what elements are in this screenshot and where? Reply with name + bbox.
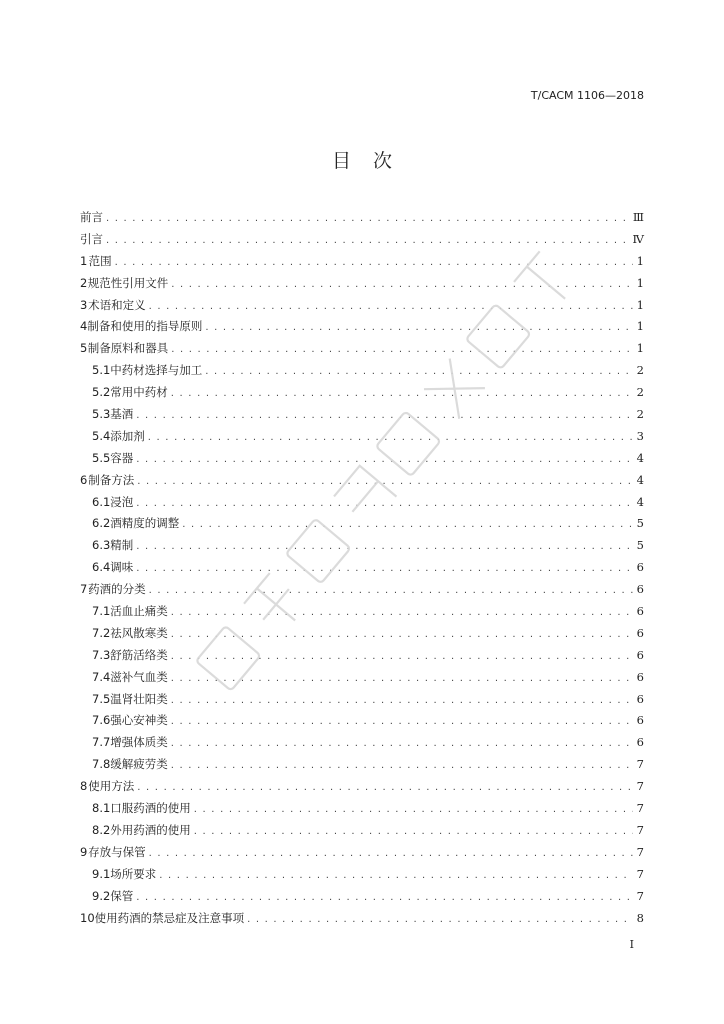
dot-leader <box>159 865 633 887</box>
dot-leader <box>171 711 633 733</box>
toc-entry-label: 温肾壮阳类 <box>110 691 168 706</box>
toc-entry-page: 2 <box>636 407 644 422</box>
toc-entry-page: 6 <box>636 582 644 597</box>
toc-entry-label: 规范性引用文件 <box>87 275 169 290</box>
toc-entry-number: 7.7 <box>92 735 111 750</box>
toc-entry-label: 引言 <box>80 231 103 246</box>
toc-entry <box>80 448 644 470</box>
toc-entry-page: 6 <box>636 691 644 706</box>
toc-entry <box>80 798 644 820</box>
toc-entry-number: 9.1 <box>92 866 111 881</box>
toc-entry-page: 4 <box>636 472 644 487</box>
dot-leader <box>106 208 630 230</box>
toc-entry <box>80 908 644 930</box>
toc-entry-number: 7.4 <box>92 669 111 684</box>
toc-entry-number: 7 <box>80 582 88 597</box>
toc-entry <box>80 513 644 535</box>
toc-entry-page: 6 <box>636 669 644 684</box>
toc-entry-page: 3 <box>636 428 644 443</box>
toc-entry-number: 6.3 <box>92 538 111 553</box>
toc-entry <box>80 273 644 295</box>
toc-entry-label: 增强体质类 <box>110 735 168 750</box>
toc-entry-label: 制备原料和器具 <box>87 341 169 356</box>
toc-entry <box>80 470 644 492</box>
toc-entry-number: 5.3 <box>92 407 111 422</box>
toc-entry-label: 舒筋活络类 <box>110 647 168 662</box>
toc-entry-number: 9 <box>80 844 88 859</box>
toc-entry-label: 精制 <box>110 538 134 553</box>
toc-entry <box>80 601 644 623</box>
dot-leader <box>136 887 633 909</box>
toc-entry-label: 酒精度的调整 <box>110 516 180 531</box>
dot-leader <box>182 514 633 536</box>
toc-entry <box>80 251 644 273</box>
toc-entry-label: 常用中药材 <box>110 385 168 400</box>
toc-entry-number: 8 <box>80 779 88 794</box>
toc-entry-label: 添加剂 <box>110 428 145 443</box>
toc-entry <box>80 645 644 667</box>
toc-entry-label: 保管 <box>110 888 134 903</box>
toc-entry-page: 7 <box>636 757 644 772</box>
dot-leader <box>171 624 633 646</box>
toc-entry-number: 9.2 <box>92 888 111 903</box>
toc-entry-page: 4 <box>636 450 644 465</box>
toc-entry-number: 5 <box>80 341 88 356</box>
toc-entry-label: 外用药酒的使用 <box>110 822 191 837</box>
toc-entry <box>80 820 644 842</box>
toc-entry-number: 5.5 <box>92 450 111 465</box>
toc-entry-label: 祛风散寒类 <box>110 625 168 640</box>
dot-leader <box>171 690 633 712</box>
toc-entry-number: 6 <box>80 472 88 487</box>
toc-entry-page: 7 <box>636 866 644 881</box>
toc-entry <box>80 382 644 404</box>
toc-entry-page: 1 <box>636 297 644 312</box>
dot-leader <box>171 274 633 296</box>
toc-entry-page: 1 <box>636 341 644 356</box>
dot-leader <box>115 252 633 274</box>
toc-entry-page: 6 <box>636 713 644 728</box>
toc-entry-page: 1 <box>636 275 644 290</box>
dot-leader <box>171 668 633 690</box>
toc-entry <box>80 535 644 557</box>
toc-entry-number: 6.4 <box>92 560 111 575</box>
toc-entry-number: 7.8 <box>92 757 111 772</box>
toc-entry-label: 缓解疲劳类 <box>110 757 168 772</box>
dot-leader <box>194 799 633 821</box>
toc-entry-page: 6 <box>636 735 644 750</box>
dot-leader <box>149 580 633 602</box>
dot-leader <box>136 405 633 427</box>
toc-entry-page: 7 <box>636 844 644 859</box>
toc-entry <box>80 316 644 338</box>
toc-entry-page: 8 <box>636 910 644 925</box>
toc-entry-number: 5.1 <box>92 363 111 378</box>
toc-entry-page: 7 <box>636 779 644 794</box>
toc-entry-label: 滋补气血类 <box>110 669 168 684</box>
toc-entry-number: 7.6 <box>92 713 111 728</box>
toc-entry-number: 8.1 <box>92 801 111 816</box>
toc-entry-number: 6.2 <box>92 516 111 531</box>
toc-entry <box>80 754 644 776</box>
toc-entry-label: 口服药酒的使用 <box>110 801 191 816</box>
toc-entry <box>80 295 644 317</box>
toc-entry-label: 使用药酒的禁忌症及注意事项 <box>94 910 245 925</box>
toc-entry-page: 1 <box>636 319 644 334</box>
toc-entry <box>80 710 644 732</box>
toc-entry <box>80 667 644 689</box>
toc-entry <box>80 689 644 711</box>
toc-entry <box>80 404 644 426</box>
toc-entry-label: 基酒 <box>110 407 134 422</box>
toc-entry-label: 药酒的分类 <box>88 582 146 597</box>
toc-entry-number: 5.4 <box>92 428 111 443</box>
dot-leader <box>136 449 633 471</box>
toc-entry-page: 5 <box>636 516 644 531</box>
toc-entry-label: 活血止痛类 <box>110 604 168 619</box>
toc-entry-label: 浸泡 <box>110 494 134 509</box>
toc-entry-label: 使用方法 <box>88 779 135 794</box>
toc-entry-page: 6 <box>636 560 644 575</box>
toc-entry-number: 2 <box>80 275 88 290</box>
toc-entry-page: 5 <box>636 538 644 553</box>
toc-entry-label: 调味 <box>110 560 134 575</box>
toc-entry <box>80 864 644 886</box>
toc-entry <box>80 842 644 864</box>
toc-entry <box>80 360 644 382</box>
dot-leader <box>106 230 630 252</box>
toc-entry <box>80 776 644 798</box>
dot-leader <box>149 843 633 865</box>
toc-entry-label: 范围 <box>88 253 112 268</box>
toc-entry-number: 6.1 <box>92 494 111 509</box>
dot-leader <box>171 733 633 755</box>
toc-entry-number: 3 <box>80 297 88 312</box>
toc-entry-page: Ⅲ <box>632 210 644 224</box>
dot-leader <box>171 383 633 405</box>
toc-entry-label: 制备方法 <box>88 472 135 487</box>
toc-entry-label: 场所要求 <box>110 866 157 881</box>
toc-entry-number: 7.1 <box>92 604 111 619</box>
dot-leader <box>149 296 633 318</box>
toc-entry-page: 7 <box>636 801 644 816</box>
table-of-contents <box>80 207 644 929</box>
toc-entry-label: 中药材选择与加工 <box>110 363 203 378</box>
toc-entry <box>80 207 644 229</box>
toc-entry <box>80 426 644 448</box>
toc-entry-page: 6 <box>636 625 644 640</box>
dot-leader <box>171 602 633 624</box>
toc-entry <box>80 492 644 514</box>
dot-leader <box>136 558 633 580</box>
page-title: 目次 <box>331 150 414 172</box>
dot-leader <box>194 821 633 843</box>
toc-entry <box>80 229 644 251</box>
toc-entry-label: 术语和定义 <box>88 297 146 312</box>
dot-leader <box>136 493 633 515</box>
toc-entry-label: 容器 <box>110 450 134 465</box>
toc-entry <box>80 557 644 579</box>
toc-entry <box>80 623 644 645</box>
toc-entry-page: 2 <box>636 385 644 400</box>
page-number: I <box>629 938 634 951</box>
toc-entry-label: 前言 <box>80 210 103 224</box>
toc-entry-page: Ⅳ <box>632 231 644 246</box>
toc-entry-label: 强心安神类 <box>110 713 168 728</box>
toc-entry-number: 5.2 <box>92 385 111 400</box>
toc-entry-page: 4 <box>636 494 644 509</box>
toc-entry-page: 6 <box>636 647 644 662</box>
toc-entry <box>80 338 644 360</box>
dot-leader <box>171 755 633 777</box>
toc-entry-page: 1 <box>636 253 644 268</box>
toc-entry <box>80 732 644 754</box>
dot-leader <box>171 646 633 668</box>
toc-entry-label: 制备和使用的指导原则 <box>87 319 203 334</box>
toc-entry <box>80 579 644 601</box>
toc-entry-page: 7 <box>636 822 644 837</box>
toc-entry-page: 2 <box>636 363 644 378</box>
dot-leader <box>136 536 633 558</box>
document-code: T/CACM 1106—2018 <box>530 89 644 102</box>
toc-entry-number: 1 <box>80 253 88 268</box>
toc-entry-page: 7 <box>636 888 644 903</box>
toc-entry-label: 存放与保管 <box>88 844 146 859</box>
toc-entry-number: 7.2 <box>92 625 111 640</box>
dot-leader <box>137 471 633 493</box>
dot-leader <box>205 317 633 339</box>
dot-leader <box>247 909 633 931</box>
toc-entry <box>80 886 644 908</box>
dot-leader <box>148 427 633 449</box>
toc-entry-number: 8.2 <box>92 822 111 837</box>
dot-leader <box>137 777 633 799</box>
toc-entry-page: 6 <box>636 604 644 619</box>
dot-leader <box>205 361 633 383</box>
toc-entry-number: 7.5 <box>92 691 111 706</box>
dot-leader <box>171 339 633 361</box>
toc-entry-number: 7.3 <box>92 647 111 662</box>
toc-entry-number: 4 <box>80 319 88 334</box>
toc-entry-number: 10 <box>80 910 95 925</box>
